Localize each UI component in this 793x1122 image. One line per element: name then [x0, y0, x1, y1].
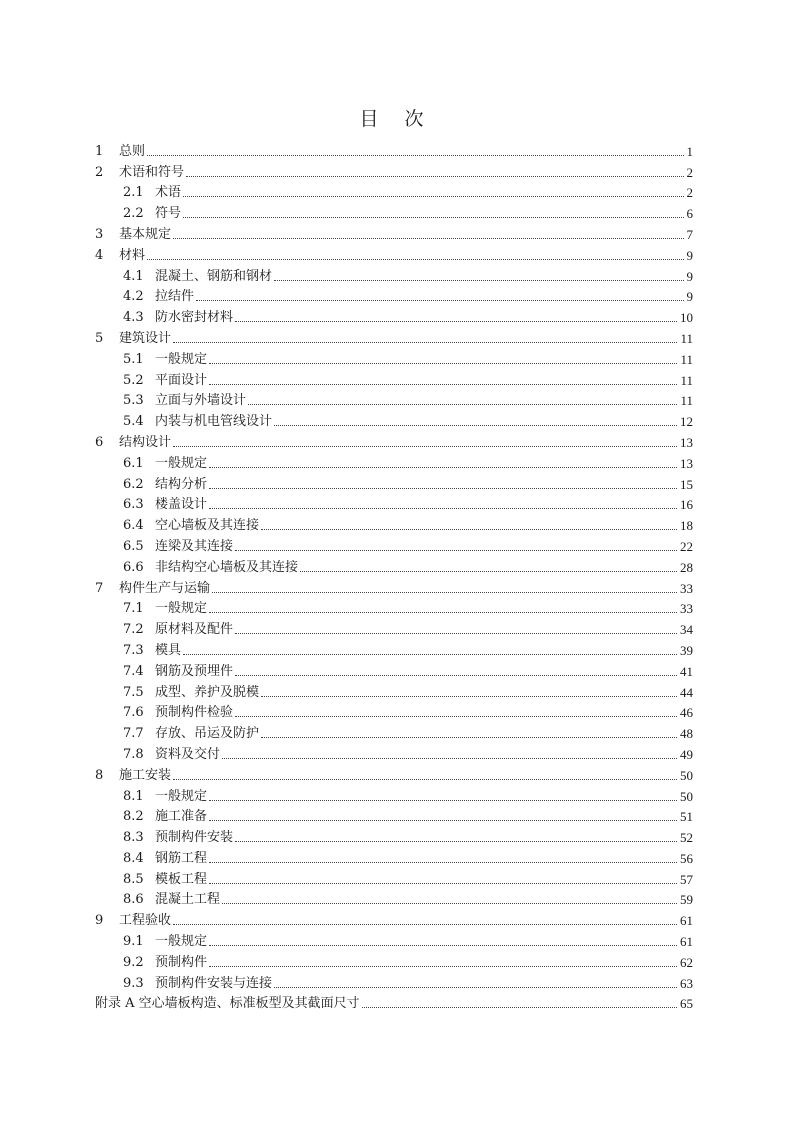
toc-entry-number: 5.4 — [123, 414, 144, 430]
toc-entry-page: 33 — [680, 601, 693, 617]
toc-entry-label: 预制构件检验 — [155, 705, 234, 721]
toc-entry[interactable] — [95, 304, 693, 325]
toc-entry-label: 结构设计 — [119, 434, 172, 450]
toc-dot-leader — [209, 467, 677, 468]
toc-entry-number: 2.1 — [123, 185, 144, 201]
toc-dot-leader — [261, 529, 677, 530]
toc-entry-number: 6.5 — [123, 538, 144, 554]
toc-dot-leader — [209, 945, 677, 946]
toc-entry[interactable] — [95, 492, 693, 513]
toc-entry-label: 术语和符号 — [119, 164, 185, 180]
toc-entry-page: 15 — [680, 476, 693, 492]
toc-entry[interactable] — [95, 512, 693, 533]
toc-entry-label: 总则 — [119, 143, 146, 159]
toc-entry-label: 资料及交付 — [155, 746, 221, 762]
toc-entry-number: 6.3 — [123, 497, 144, 513]
table-of-contents — [95, 138, 693, 1011]
toc-entry[interactable] — [95, 741, 693, 762]
toc-entry-page: 11 — [680, 330, 693, 346]
toc-entry-number: 7.7 — [123, 726, 144, 742]
toc-entry-page: 51 — [680, 809, 693, 825]
toc-entry-page: 52 — [680, 830, 693, 846]
toc-entry[interactable] — [95, 928, 693, 949]
toc-entry-page: 57 — [680, 871, 693, 887]
toc-entry-number: 7.5 — [123, 684, 144, 700]
toc-dot-leader — [186, 176, 683, 177]
toc-dot-leader — [362, 1007, 677, 1008]
toc-entry-label: 建筑设计 — [119, 330, 172, 346]
toc-entry[interactable] — [95, 408, 693, 429]
toc-entry-page: 63 — [680, 975, 693, 991]
toc-entry-number: 3 — [95, 226, 104, 242]
toc-entry-page: 10 — [680, 310, 693, 326]
toc-entry-page: 33 — [680, 580, 693, 596]
toc-entry-number: 8.4 — [123, 850, 144, 866]
toc-dot-leader — [261, 737, 677, 738]
toc-entry-number: 2 — [95, 164, 104, 180]
toc-entry-number: 7 — [95, 580, 104, 596]
toc-entry-page: 41 — [680, 663, 693, 679]
toc-dot-leader — [222, 903, 677, 904]
toc-entry-label: 内装与机电管线设计 — [155, 414, 273, 430]
toc-entry-number: 5.1 — [123, 351, 144, 367]
toc-entry-page: 9 — [686, 289, 693, 305]
toc-entry-label: 混凝土、钢筋和钢材 — [155, 268, 273, 284]
toc-dot-leader — [147, 155, 683, 156]
toc-entry-number: 7.4 — [123, 663, 144, 679]
toc-entry-page: 46 — [680, 705, 693, 721]
toc-dot-leader — [274, 280, 683, 281]
toc-dot-leader — [183, 196, 683, 197]
toc-entry-number: 7.3 — [123, 642, 144, 658]
toc-dot-leader — [173, 238, 683, 239]
toc-entry-number: 6.1 — [123, 455, 144, 471]
toc-entry-page: 49 — [680, 746, 693, 762]
toc-dot-leader — [235, 321, 677, 322]
toc-dot-leader — [235, 716, 677, 717]
toc-entry-number: 1 — [95, 143, 104, 159]
toc-entry[interactable] — [95, 637, 693, 658]
toc-entry-number: 4.3 — [123, 310, 144, 326]
toc-entry[interactable] — [95, 159, 693, 180]
toc-entry-page: 62 — [680, 954, 693, 970]
toc-entry[interactable] — [95, 180, 693, 201]
toc-entry-label: 连梁及其连接 — [155, 538, 234, 554]
toc-entry[interactable] — [95, 200, 693, 221]
toc-entry-number: 4.2 — [123, 289, 144, 305]
toc-entry-page: 44 — [680, 684, 693, 700]
toc-entry-label: 符号 — [155, 206, 182, 222]
toc-entry[interactable] — [95, 700, 693, 721]
toc-dot-leader — [248, 404, 677, 405]
toc-entry-number: 5.2 — [123, 372, 144, 388]
toc-entry-number: 9.3 — [123, 975, 144, 991]
toc-dot-leader — [173, 446, 677, 447]
toc-entry[interactable] — [95, 887, 693, 908]
toc-entry[interactable] — [95, 263, 693, 284]
toc-dot-leader — [173, 342, 677, 343]
toc-entry-label: 钢筋及预埋件 — [155, 663, 234, 679]
toc-entry-number: 9.2 — [123, 954, 144, 970]
toc-entry[interactable] — [95, 388, 693, 409]
toc-entry-label: 非结构空心墙板及其连接 — [155, 559, 299, 575]
toc-entry-page: 9 — [686, 268, 693, 284]
toc-entry[interactable] — [95, 970, 693, 991]
toc-entry-page: 56 — [680, 850, 693, 866]
toc-entry[interactable] — [95, 242, 693, 263]
toc-entry-page: 11 — [680, 351, 693, 367]
toc-dot-leader — [209, 966, 677, 967]
toc-entry-number: 8 — [95, 767, 104, 783]
toc-entry[interactable] — [95, 845, 693, 866]
toc-entry-label: 原材料及配件 — [155, 622, 234, 638]
toc-dot-leader — [209, 488, 677, 489]
toc-entry[interactable] — [95, 138, 693, 159]
toc-dot-leader — [274, 425, 677, 426]
toc-entry-label: 施工准备 — [155, 809, 208, 825]
toc-entry-page: 18 — [680, 518, 693, 534]
toc-entry[interactable] — [95, 575, 693, 596]
toc-entry[interactable] — [95, 554, 693, 575]
toc-entry[interactable] — [95, 450, 693, 471]
toc-dot-leader — [183, 654, 677, 655]
toc-entry-page: 12 — [680, 414, 693, 430]
toc-entry-number: 5.3 — [123, 393, 144, 409]
toc-entry[interactable] — [95, 804, 693, 825]
toc-dot-leader — [147, 259, 683, 260]
toc-entry-label: 混凝土工程 — [155, 892, 221, 908]
toc-entry-label: 一般规定 — [155, 788, 208, 804]
toc-entry-page: 22 — [680, 538, 693, 554]
toc-entry-number: 8.3 — [123, 830, 144, 846]
toc-dot-leader — [209, 883, 677, 884]
toc-dot-leader — [209, 384, 677, 385]
toc-entry-page: 1 — [686, 143, 693, 159]
toc-entry-label: 一般规定 — [155, 455, 208, 471]
toc-entry-page: 39 — [680, 642, 693, 658]
toc-entry-label: 基本规定 — [119, 226, 172, 242]
toc-entry-page: 48 — [680, 726, 693, 742]
toc-dot-leader — [235, 841, 677, 842]
toc-dot-leader — [183, 217, 683, 218]
toc-entry[interactable] — [95, 658, 693, 679]
toc-entry-label: 拉结件 — [155, 289, 195, 305]
toc-entry-page: 11 — [680, 372, 693, 388]
toc-entry[interactable] — [95, 949, 693, 970]
toc-entry[interactable] — [95, 907, 693, 928]
toc-entry-label: 立面与外墙设计 — [155, 393, 247, 409]
toc-entry[interactable] — [95, 762, 693, 783]
toc-entry[interactable] — [95, 367, 693, 388]
toc-entry-label: 模具 — [155, 642, 182, 658]
toc-dot-leader — [209, 612, 677, 613]
toc-entry-number: 4 — [95, 247, 104, 263]
toc-entry-label: 施工安装 — [119, 767, 172, 783]
toc-entry-label: 术语 — [155, 185, 182, 201]
toc-dot-leader — [235, 675, 677, 676]
toc-entry-label: 构件生产与运输 — [119, 580, 211, 596]
toc-entry-page: 13 — [680, 455, 693, 471]
toc-entry[interactable] — [95, 783, 693, 804]
toc-entry-number: 6.6 — [123, 559, 144, 575]
toc-entry-label: 钢筋工程 — [155, 850, 208, 866]
toc-entry[interactable] — [95, 221, 693, 242]
toc-entry-page: 13 — [680, 434, 693, 450]
toc-entry-label: 一般规定 — [155, 934, 208, 950]
toc-entry-label: 预制构件安装与连接 — [155, 975, 273, 991]
toc-entry-label: 一般规定 — [155, 601, 208, 617]
toc-dot-leader — [209, 820, 677, 821]
toc-entry-label: 平面设计 — [155, 372, 208, 388]
toc-dot-leader — [209, 508, 677, 509]
toc-entry[interactable] — [95, 346, 693, 367]
toc-entry-number: 6.2 — [123, 476, 144, 492]
toc-entry-page: 2 — [686, 164, 693, 180]
toc-entry[interactable] — [95, 824, 693, 845]
toc-dot-leader — [196, 300, 683, 301]
toc-entry-label: 附录 A 空心墙板构造、标准板型及其截面尺寸 — [95, 996, 360, 1012]
toc-entry-page: 7 — [686, 226, 693, 242]
toc-dot-leader — [222, 758, 677, 759]
toc-entry-label: 工程验收 — [119, 913, 172, 929]
toc-dot-leader — [212, 592, 677, 593]
toc-entry-number: 7.8 — [123, 746, 144, 762]
toc-entry-page: 28 — [680, 559, 693, 575]
toc-dot-leader — [209, 862, 677, 863]
toc-entry[interactable] — [95, 471, 693, 492]
toc-entry-number: 7.2 — [123, 622, 144, 638]
toc-entry-number: 9.1 — [123, 934, 144, 950]
toc-entry-number: 7.1 — [123, 601, 144, 617]
toc-dot-leader — [173, 924, 677, 925]
toc-dot-leader — [209, 363, 677, 364]
toc-entry[interactable] — [95, 720, 693, 741]
toc-dot-leader — [261, 696, 677, 697]
toc-entry[interactable] — [95, 866, 693, 887]
toc-dot-leader — [300, 571, 677, 572]
toc-dot-leader — [274, 987, 677, 988]
toc-entry-number: 5 — [95, 330, 104, 346]
toc-entry-page: 11 — [680, 393, 693, 409]
toc-entry-label: 结构分析 — [155, 476, 208, 492]
toc-entry-number: 2.2 — [123, 206, 144, 222]
toc-entry-page: 61 — [680, 934, 693, 950]
toc-entry-label: 楼盖设计 — [155, 497, 208, 513]
toc-entry-label: 预制构件 — [155, 954, 208, 970]
toc-entry-number: 8.5 — [123, 871, 144, 887]
toc-entry[interactable] — [95, 429, 693, 450]
toc-entry-number: 9 — [95, 913, 104, 929]
toc-entry-page: 50 — [680, 788, 693, 804]
toc-entry-page: 61 — [680, 913, 693, 929]
toc-dot-leader — [235, 633, 677, 634]
toc-dot-leader — [209, 800, 677, 801]
toc-entry[interactable] — [95, 533, 693, 554]
toc-title: 目 次 — [359, 108, 434, 130]
toc-entry-label: 一般规定 — [155, 351, 208, 367]
toc-entry-page: 6 — [686, 206, 693, 222]
toc-entry-number: 6.4 — [123, 518, 144, 534]
toc-entry[interactable] — [95, 991, 693, 1012]
toc-entry[interactable] — [95, 284, 693, 305]
toc-entry-page: 50 — [680, 767, 693, 783]
toc-entry-number: 4.1 — [123, 268, 144, 284]
toc-entry-number: 8.6 — [123, 892, 144, 908]
toc-entry-page: 59 — [680, 892, 693, 908]
toc-entry-page: 2 — [686, 185, 693, 201]
toc-entry-label: 模板工程 — [155, 871, 208, 887]
toc-entry-number: 8.1 — [123, 788, 144, 804]
toc-entry[interactable] — [95, 679, 693, 700]
toc-entry-label: 存放、吊运及防护 — [155, 726, 260, 742]
toc-dot-leader — [235, 550, 677, 551]
toc-entry-label: 材料 — [119, 247, 146, 263]
toc-entry-page: 16 — [680, 497, 693, 513]
toc-entry-number: 7.6 — [123, 705, 144, 721]
toc-entry-label: 预制构件安装 — [155, 830, 234, 846]
toc-entry-label: 成型、养护及脱模 — [155, 684, 260, 700]
toc-entry[interactable] — [95, 325, 693, 346]
toc-entry-page: 65 — [680, 996, 693, 1012]
toc-entry-number: 8.2 — [123, 809, 144, 825]
toc-entry[interactable] — [95, 596, 693, 617]
toc-entry-label: 空心墙板及其连接 — [155, 518, 260, 534]
toc-entry[interactable] — [95, 616, 693, 637]
toc-entry-page: 9 — [686, 247, 693, 263]
toc-entry-page: 34 — [680, 622, 693, 638]
toc-dot-leader — [173, 779, 677, 780]
toc-entry-label: 防水密封材料 — [155, 310, 234, 326]
toc-entry-number: 6 — [95, 434, 104, 450]
